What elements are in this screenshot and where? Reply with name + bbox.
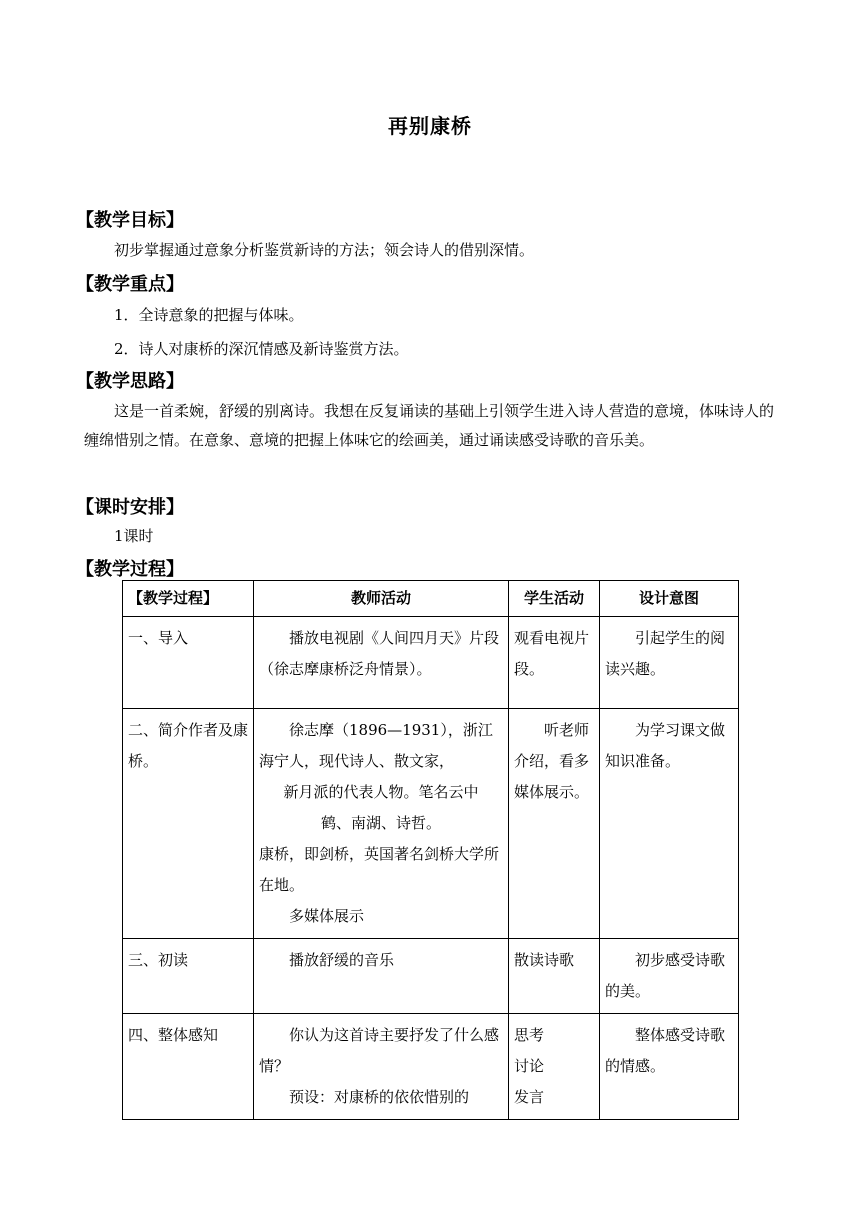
design-intent-cell: 为学习课文做知识准备。 [600, 709, 739, 939]
design-intent-cell: 整体感受诗歌的情感。 [600, 1014, 739, 1120]
focus-item-2: 2．诗人对康桥的深沉情感及新诗鉴赏方法。 [114, 340, 409, 358]
stage-cell: 二、简介作者及康桥。 [123, 709, 254, 939]
stage-cell: 四、整体感知 [123, 1014, 254, 1120]
teacher-line: 徐志摩（1896—1931），浙江海宁人，现代诗人、散文家， [259, 721, 493, 770]
student-line: 发言 [514, 1088, 545, 1106]
heading-schedule: 【课时安排】 [76, 497, 184, 518]
teacher-activity-cell: 播放电视剧《人间四月天》片段（徐志摩康桥泛舟情景）。 [254, 617, 509, 709]
design-intent-cell: 引起学生的阅读兴趣。 [600, 617, 739, 709]
table-header-row [123, 581, 739, 617]
student-line: 讨论 [514, 1057, 545, 1075]
header-teacher-activity: 教师活动 [254, 581, 509, 617]
design-intent-cell: 初步感受诗歌的美。 [600, 939, 739, 1014]
teacher-line: 你认为这首诗主要抒发了什么感情？ [259, 1026, 500, 1075]
teaching-goal-text: 初步掌握通过意象分析鉴赏新诗的方法；领会诗人的借别深情。 [114, 241, 535, 259]
student-activity-cell: 散读诗歌 [509, 939, 600, 1014]
teaching-process-table [122, 580, 739, 1120]
teacher-line: 多媒体展示 [289, 907, 365, 925]
teacher-activity-cell [254, 1014, 509, 1120]
header-design-intent: 设计意图 [600, 581, 739, 617]
student-line: 思考 [514, 1026, 545, 1044]
teacher-activity-cell [254, 709, 509, 939]
student-activity-cell: 观看电视片段。 [509, 617, 600, 709]
header-process: 【教学过程】 [123, 581, 254, 617]
heading-teaching-goal: 【教学目标】 [76, 210, 184, 231]
student-activity-cell: 听老师介绍，看多媒体展示。 [509, 709, 600, 939]
teacher-line: 新月派的代表人物。笔名云中 [283, 783, 479, 801]
heading-teaching-idea: 【教学思路】 [76, 371, 184, 392]
teacher-line: 鹤、南湖、诗哲。 [320, 814, 441, 832]
teacher-line: 预设：对康桥的依依惜别的 [289, 1088, 470, 1106]
table-row [123, 939, 739, 1014]
student-activity-cell [509, 1014, 600, 1120]
document-title: 再别康桥 [388, 114, 472, 138]
table-row [123, 1014, 739, 1120]
heading-teaching-focus: 【教学重点】 [76, 274, 184, 295]
teacher-line: 康桥，即剑桥，英国著名剑桥大学所在地。 [259, 845, 500, 894]
heading-teaching-process: 【教学过程】 [76, 559, 184, 580]
stage-cell: 一、导入 [123, 617, 254, 709]
table-row [123, 709, 739, 939]
focus-item-1: 1．全诗意象的把握与体味。 [114, 306, 304, 324]
header-student-activity: 学生活动 [509, 581, 600, 617]
table-row [123, 617, 739, 709]
teacher-activity-cell: 播放舒缓的音乐 [254, 939, 509, 1014]
teaching-idea-text: 这是一首柔婉，舒缓的别离诗。我想在反复诵读的基础上引领学生进入诗人营造的意境，体味诗人的缠绵惜别之情。在意象、意境的把握上体味它的绘画美，通过诵读感受诗歌的音乐美。 [84, 402, 775, 449]
schedule-text: 1课时 [114, 527, 154, 545]
stage-cell: 三、初读 [123, 939, 254, 1014]
